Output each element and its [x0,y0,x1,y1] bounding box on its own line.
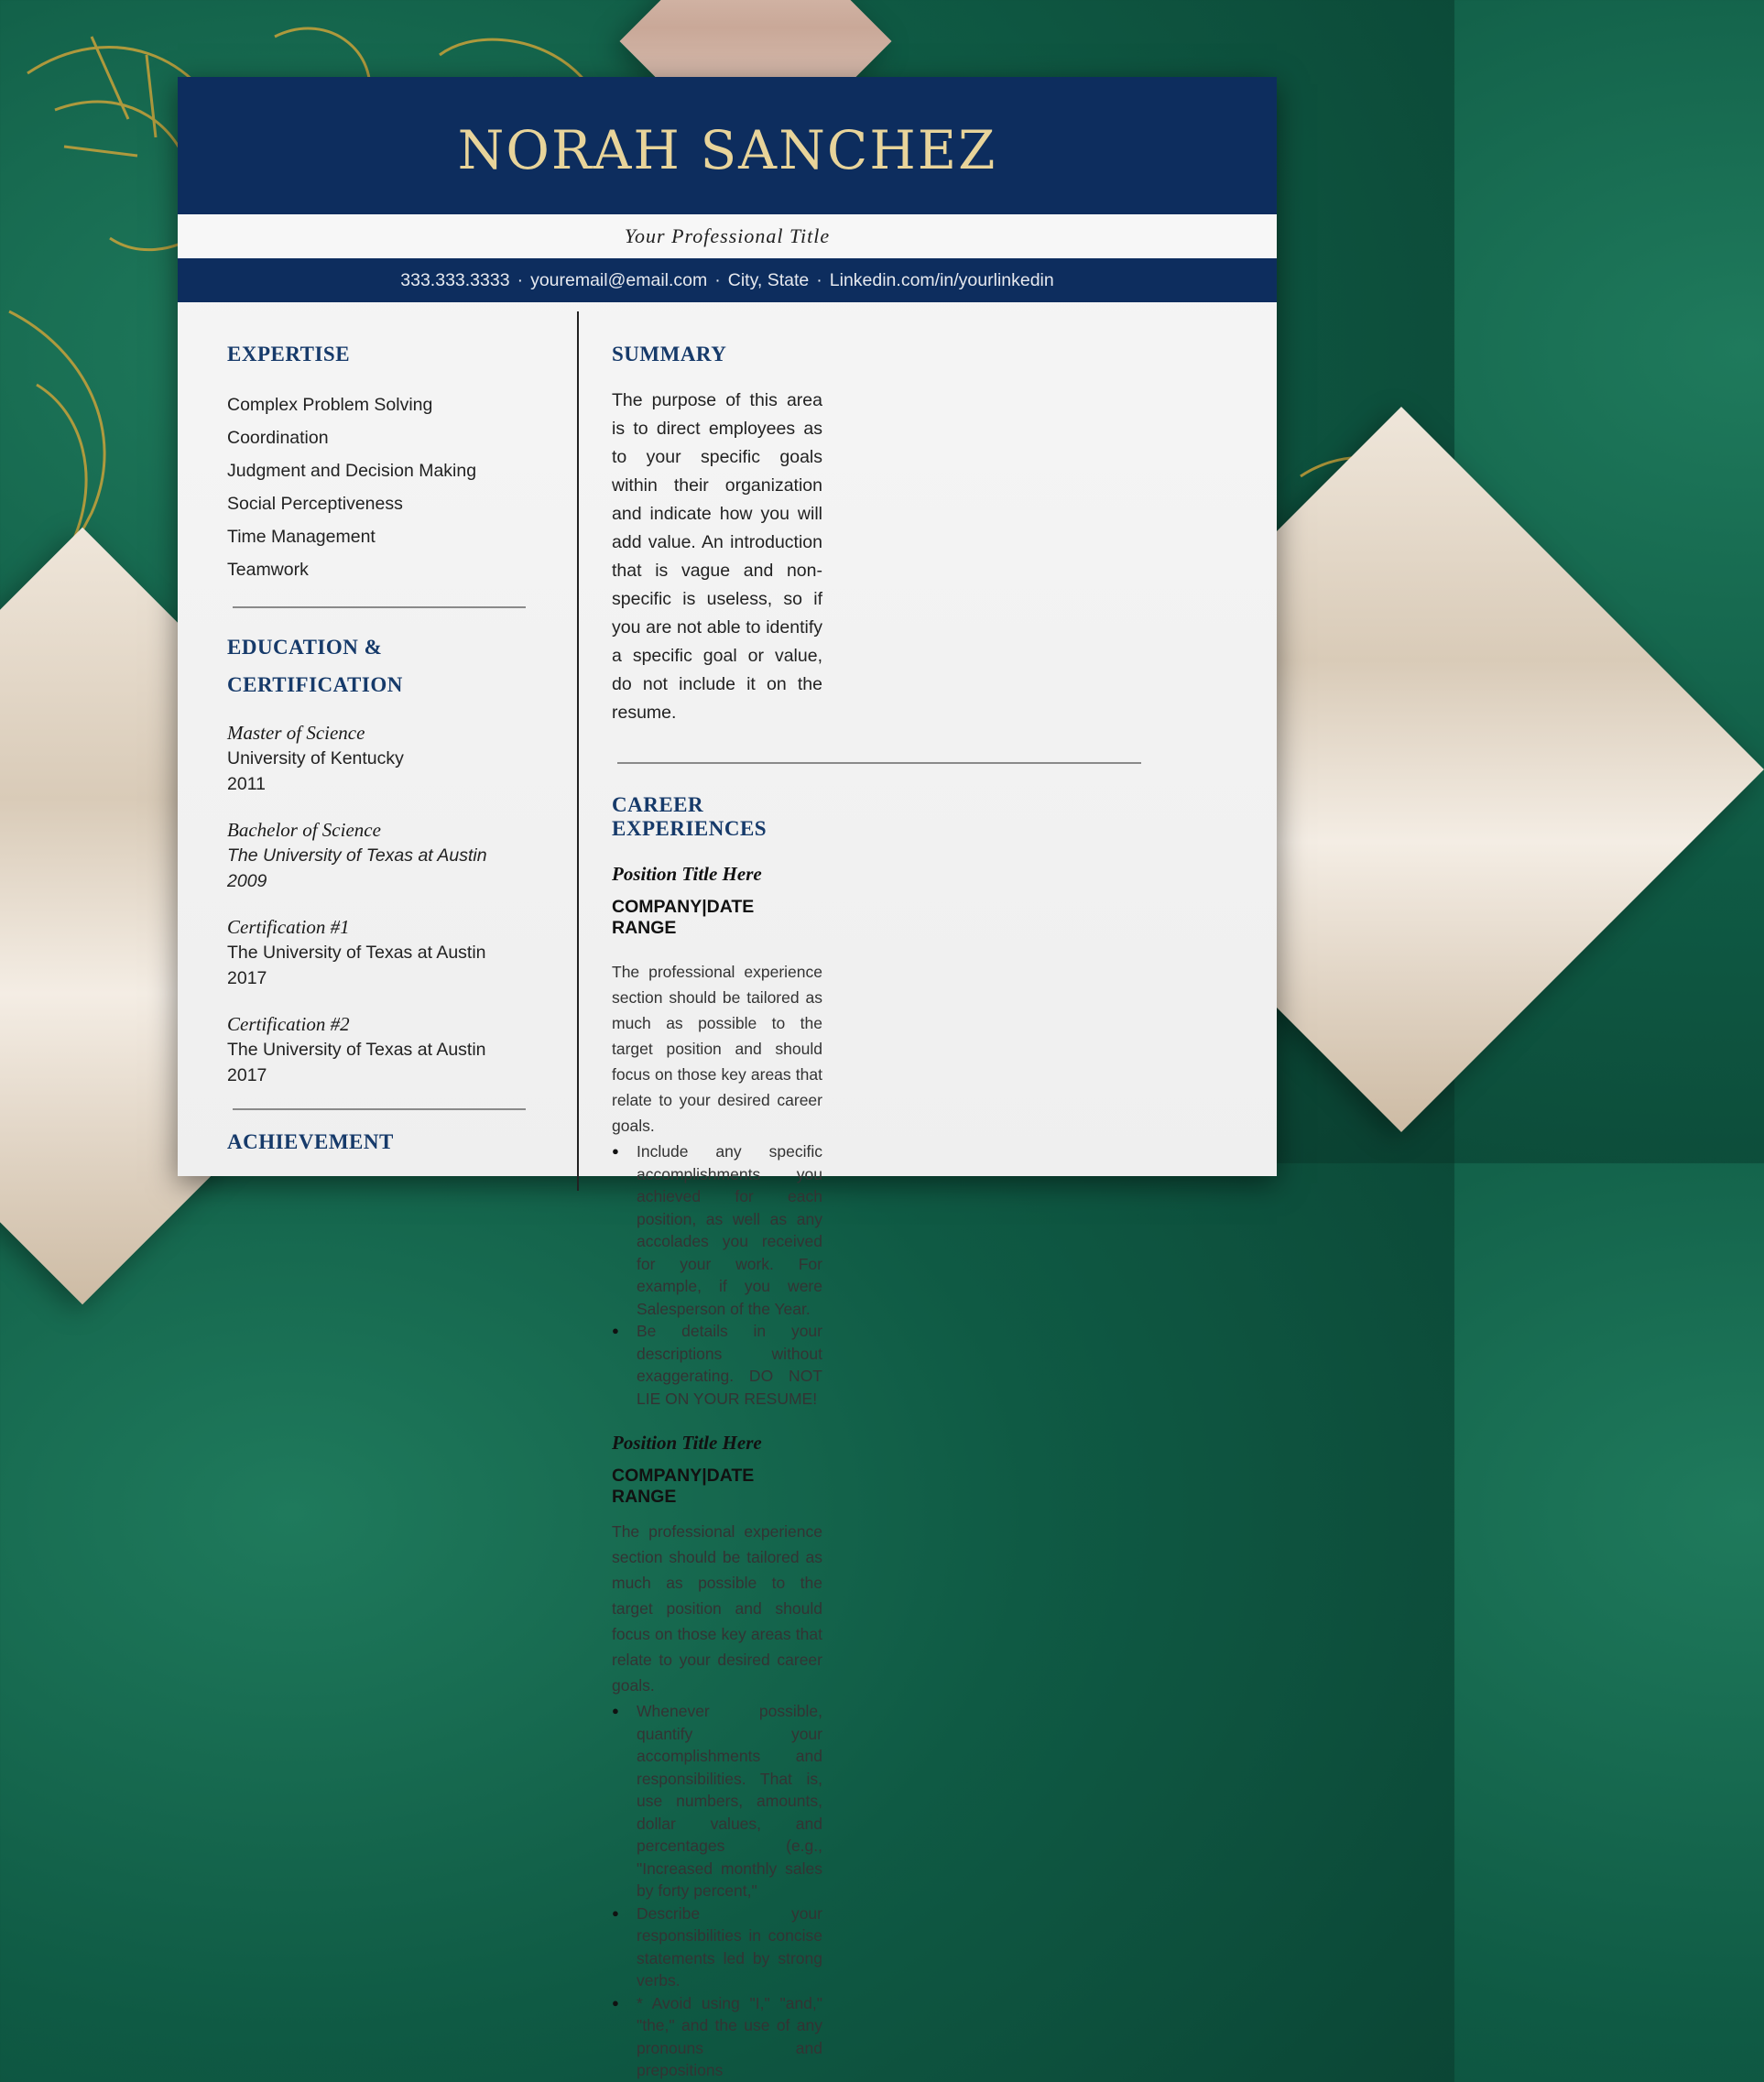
contact-linkedin: Linkedin.com/in/yourlinkedin [829,269,1054,290]
candidate-name: NORAH SANCHEZ [457,119,997,181]
list-item: Social Perceptiveness [227,494,403,514]
education-heading-line1: EDUCATION & [227,636,383,659]
company-date-range: COMPANY|DATE RANGE [612,897,755,938]
summary-heading: SUMMARY [612,343,727,365]
list-item: Coordination [227,428,329,448]
graduation-year: 2017 [227,968,267,988]
position-description: The professional experience section should be tailored as much as possible to the target position and should focus on those key areas that relate to your desired career goals. [612,1522,822,1695]
graduation-year: 2017 [227,1065,267,1085]
company-date-range: COMPANY|DATE RANGE [612,1466,755,1507]
list-item: Judgment and Decision Making [227,461,477,481]
degree-title: Bachelor of Science [227,819,381,841]
title-bar [178,214,1277,258]
position-title: Position Title Here [612,1432,762,1454]
degree-title: Master of Science [227,722,365,744]
list-item: Teamwork [227,560,309,580]
graduation-year: 2009 [227,871,267,891]
resume-body [178,302,1277,2079]
expertise-heading: EXPERTISE [227,343,351,365]
position-entry [612,1432,822,2082]
position-title: Position Title Here [612,863,762,885]
resume-header [178,77,1277,214]
list-item: Complex Problem Solving [227,395,433,415]
contact-email: youremail@email.com [530,269,708,290]
position-entry [612,863,822,1410]
contact-separator: · [517,269,524,290]
list-item: Time Management [227,527,376,547]
contact-phone: 333.333.3333 [400,269,510,290]
school-name: The University of Texas at Austin [227,845,487,866]
resume-page [178,77,1277,2079]
achievement-heading: ACHIEVEMENT [227,1130,394,1153]
school-name: University of Kentucky [227,748,404,768]
bullet-item: ● Include any specific accomplishments you achieved for each position, as well as any accolades you received for your work. For example, if you were Salesperson of the Year. [612,1140,822,1320]
position-description: The professional experience section should be tailored as much as possible to the target position and should focus on those key areas that relate to your desired career goals. [612,963,822,1135]
right-column [178,302,877,2082]
degree-title: Certification #2 [227,1013,350,1035]
bullet-item: ● Describe your responsibilities in concise statements led by strong verbs. [612,1902,822,1992]
career-heading: CAREER EXPERIENCES [612,793,768,840]
contact-location: City, State [727,269,810,290]
education-heading-line2: CERTIFICATION [227,673,403,696]
position-bullets [612,1140,822,1410]
school-name: The University of Texas at Austin [227,1040,486,1060]
school-name: The University of Texas at Austin [227,943,486,963]
contact-separator: · [816,269,822,290]
professional-title: Your Professional Title [624,224,831,247]
position-bullets [612,1700,822,2082]
summary-text: The purpose of this area is to direct employees as to your specific goals within their organization and indicate how you will add value. An introduction that is vague and non-specific is useless, so if you are not able to identify a specific goal or value, do not include it on the resume. [612,390,822,723]
bullet-item: ● * Avoid using "I," "and," "the," and the use of any pronouns and prepositions [612,1992,822,2082]
contact-bar [178,258,1277,302]
graduation-year: 2011 [227,774,266,794]
bullet-item: ● Be details in your descriptions without exaggerating. DO NOT LIE ON YOUR RESUME! [612,1320,822,1410]
degree-title: Certification #1 [227,916,350,938]
bullet-item: ● Whenever possible, quantify your accomplishments and responsibilities. That is, use numbers, amounts, dollar values, and percentages (e.g., "Increased monthly sales by forty percent," [612,1700,822,1902]
section-divider [617,762,1141,764]
contact-separator: · [714,269,721,290]
